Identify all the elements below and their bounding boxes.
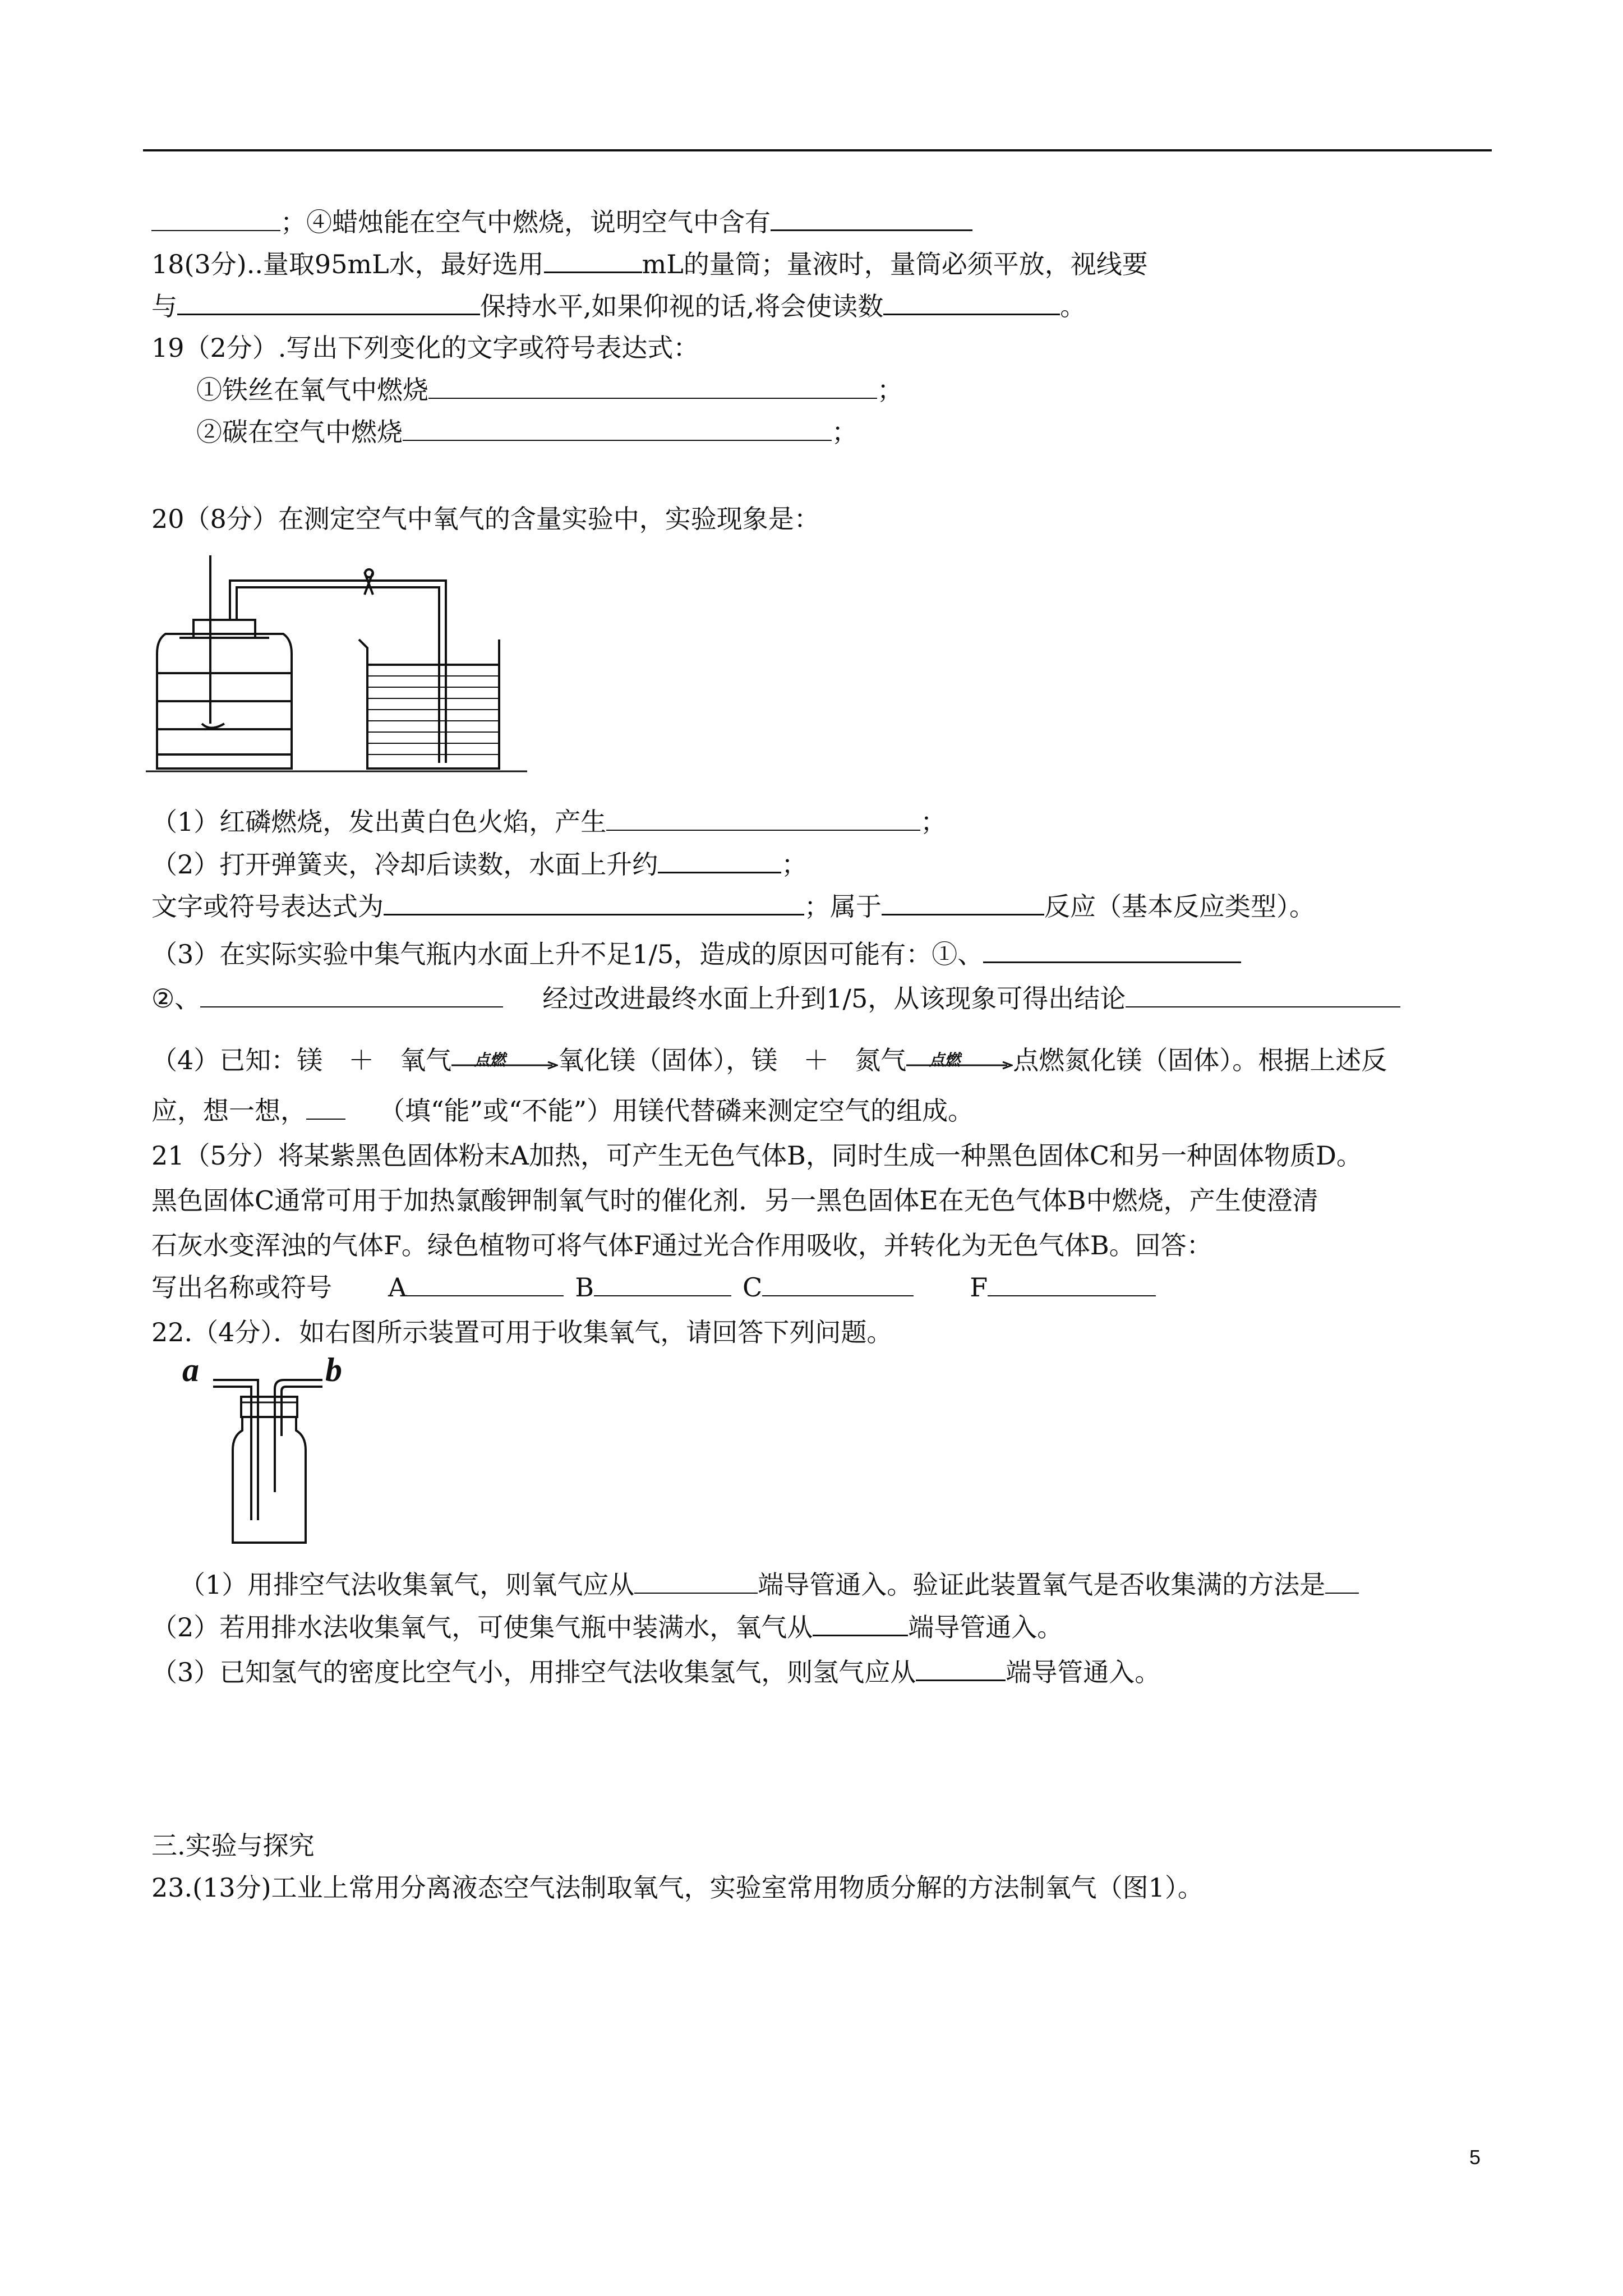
answer-blank[interactable] (983, 937, 1241, 963)
answer-blank[interactable] (1325, 1568, 1359, 1594)
answer-blank[interactable] (771, 205, 972, 231)
question-19-2: ②碳在空气中燃烧 ； (196, 415, 857, 449)
question-21: 21（5分）将某紫黑色固体粉末A加热，可产生无色气体B，同时生成一种黑色固体C和另一种固体物质D。 (151, 1140, 1362, 1171)
answer-blank[interactable] (658, 847, 781, 873)
reaction-arrow: 点燃 (451, 1048, 558, 1076)
gas-collection-bottle-figure: a b (179, 1358, 365, 1554)
question-20-4-cont: 应，想一想， （填“能”或“不能”）用镁代替磷来测定空气的组成。 (151, 1094, 974, 1128)
question-20-1: （1）红磷燃烧，发出黄白色火焰，产生 ； (151, 805, 946, 839)
question-21-cont2: 石灰水变浑浊的气体F。绿色植物可将气体F通过光合作用吸收，并转化为无色气体B。回答： (151, 1230, 1212, 1260)
answer-blank[interactable] (407, 1271, 564, 1296)
question-20-2: （2）打开弹簧夹，冷却后读数，水面上升约 ； (151, 847, 807, 881)
answer-blank[interactable] (762, 1271, 914, 1296)
question-18-cont: 与 保持水平,如果仰视的话,将会使读数 。 (151, 289, 1086, 323)
answer-blank[interactable] (813, 1610, 908, 1636)
answer-blank[interactable] (200, 982, 503, 1007)
question-20-3: （3）在实际实验中集气瓶内水面上升不足1/5，造成的原因可能有：①、 (151, 937, 1241, 971)
oxygen-content-apparatus-figure (146, 555, 527, 780)
question-23: 23.(13分)工业上常用分离液态空气法制取氧气，实验室常用物质分解的方法制氧气（图1）。 (151, 1872, 1204, 1903)
question-18: 18(3分)..量取95mL水，最好选用 mL的量筒；量液时，量筒必须平放，视线要 (151, 247, 1148, 281)
question-20-equation: 文字或符号表达式为 ；属于 反应（基本反应类型）。 (151, 889, 1315, 923)
answer-blank[interactable] (544, 247, 642, 273)
answer-blank[interactable] (384, 889, 804, 915)
question-22-2: （2）若用排水法收集氧气，可使集气瓶中装满水，氧气从 端导管通入。 (151, 1610, 1063, 1644)
answer-blank[interactable] (177, 289, 480, 315)
answer-blank[interactable] (403, 415, 832, 441)
answer-blank[interactable] (634, 1568, 758, 1594)
answer-blank[interactable] (151, 205, 280, 231)
page-number: 5 (1469, 2146, 1481, 2169)
question-22-1: （1）用排空气法收集氧气，则氧气应从 端导管通入。验证此装置氧气是否收集满的方法是 (179, 1568, 1359, 1602)
question-21-answers: 写出名称或符号 A B C F (151, 1271, 1156, 1304)
reaction-arrow: 点燃 (906, 1048, 1013, 1076)
answer-blank[interactable] (606, 805, 920, 831)
answer-blank[interactable] (882, 889, 1044, 915)
line-q17-end: ；④蜡烛能在空气中燃烧，说明空气中含有 (151, 205, 972, 239)
answer-blank[interactable] (1126, 982, 1400, 1007)
question-22-3: （3）已知氢气的密度比空气小，用排空气法收集氢气，则氢气应从 端导管通入。 (151, 1655, 1160, 1689)
answer-blank[interactable] (306, 1094, 345, 1120)
question-21-cont1: 黑色固体C通常可用于加热氯酸钾制氧气时的催化剂．另一黑色固体E在无色气体B中燃烧，产生使澄清 (151, 1185, 1318, 1216)
question-22: 22.（4分）．如右图所示装置可用于收集氧气，请回答下列问题。 (151, 1317, 893, 1347)
answer-blank[interactable] (916, 1655, 1006, 1681)
section-3-title: 三.实验与探究 (151, 1830, 315, 1861)
question-20: 20（8分）在测定空气中氧气的含量实验中，实验现象是： (151, 504, 820, 534)
question-20-4: （4）已知：镁 ＋ 氧气 点燃 氧化镁（固体），镁 ＋ 氮气 点燃 点燃氮化镁（固体）。根据上述反 (151, 1045, 1387, 1075)
answer-blank[interactable] (883, 289, 1060, 315)
question-20-3-cont: ②、 经过改进最终水面上升到1/5，从该现象可得出结论 (151, 982, 1400, 1015)
header-rule (143, 149, 1492, 151)
question-19-1: ①铁丝在氧气中燃烧 ； (196, 373, 903, 407)
question-19: 19（2分）.写出下列变化的文字或符号表达式： (151, 333, 699, 363)
answer-blank[interactable] (988, 1271, 1156, 1296)
answer-blank[interactable] (594, 1271, 731, 1296)
answer-blank[interactable] (428, 373, 877, 399)
